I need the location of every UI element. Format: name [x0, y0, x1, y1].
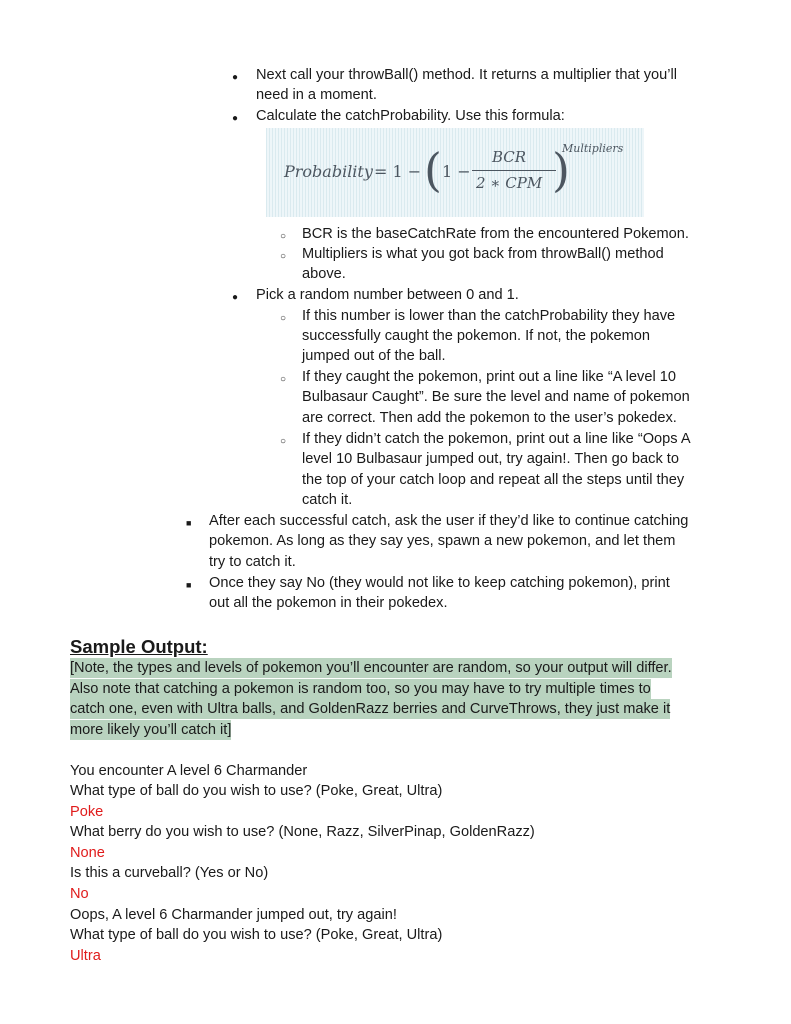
user-input-line: None: [70, 845, 105, 861]
bullet-disc: [232, 285, 238, 308]
list-item-text: pokemon. As long as they say yes, spawn a new pokemon, and let them: [209, 533, 676, 549]
note-text: [Note, the types and levels of pokemon you’ll encounter are random, so your output will differ.: [70, 660, 672, 676]
list-item-text: catch it.: [302, 492, 353, 508]
list-item-text: Once they say No (they would not like to keep catching pokemon), print: [209, 575, 670, 591]
user-input-line: No: [70, 886, 89, 902]
list-item-text: above.: [302, 266, 346, 282]
bullet-circle: [280, 244, 286, 267]
bullet-square: [186, 573, 191, 595]
bullet-square: [186, 511, 191, 533]
user-input-line: Ultra: [70, 948, 101, 964]
output-line: You encounter A level 6 Charmander: [70, 763, 308, 779]
bullet-circle: [280, 306, 286, 329]
list-item-text: need in a moment.: [256, 87, 377, 103]
bullet-circle: [280, 367, 286, 390]
list-item-text: BCR is the baseCatchRate from the encountered Pokemon.: [302, 226, 689, 242]
note-text: more likely you’ll catch it]: [70, 722, 232, 738]
formula-numerator: BCR: [492, 148, 527, 166]
note-text: catch one, even with Ultra balls, and GoldenRazz berries and CurveThrows, they just make it: [70, 701, 671, 717]
formula-eq-one: = 1 −: [374, 162, 422, 181]
formula-exponent: Multipliers: [562, 142, 624, 155]
list-item-text: Next call your throwBall() method. It returns a multiplier that you’ll: [256, 67, 677, 83]
list-item-text: try to catch it.: [209, 554, 296, 570]
list-item-text: successfully caught the pokemon. If not, the pokemon: [302, 328, 651, 344]
list-item-text: If they didn’t catch the pokemon, print out a line like “Oops A: [302, 431, 691, 447]
output-line: What type of ball do you wish to use? (Poke, Great, Ultra): [70, 783, 443, 799]
list-item-text: Pick a random number between 0 and 1.: [256, 287, 519, 303]
user-input-line: Poke: [70, 804, 104, 820]
list-item-text: the top of your catch loop and repeat all the steps until they: [302, 472, 685, 488]
list-item-text: After each successful catch, ask the user if they’d like to continue catching: [209, 513, 689, 529]
list-item-text: Multipliers is what you got back from throwBall() method: [302, 246, 664, 262]
note-text: Also note that catching a pokemon is random too, so you may have to try multiple times to: [70, 681, 651, 697]
probability-formula: [266, 128, 644, 217]
list-item-text: jumped out of the ball.: [302, 348, 446, 364]
formula-inner-one: 1 −: [442, 162, 471, 181]
bullet-circle: [280, 429, 286, 452]
formula-right-paren: ): [552, 143, 570, 197]
list-item-text: If they caught the pokemon, print out a line like “A level 10: [302, 369, 676, 385]
list-item-text: level 10 Bulbasaur jumped out, try again!. Then go back to: [302, 451, 679, 467]
list-item-text: are correct. Then add the pokemon to the user’s pokedex.: [302, 410, 677, 426]
output-line: Is this a curveball? (Yes or No): [70, 865, 269, 881]
fraction-bar: [472, 170, 556, 171]
list-item-text: Calculate the catchProbability. Use this formula:: [256, 108, 565, 124]
output-line: What berry do you wish to use? (None, Razz, SilverPinap, GoldenRazz): [70, 824, 535, 840]
formula-left-paren: (: [424, 143, 442, 197]
list-item-text: Bulbasaur Caught”. Be sure the level and name of pokemon: [302, 389, 690, 405]
sample-output-heading: Sample Output:: [70, 636, 208, 657]
bullet-disc: [232, 106, 238, 129]
formula-denominator: 2 ∗ CPM: [476, 174, 543, 192]
bullet-disc: [232, 65, 238, 88]
list-item-text: out all the pokemon in their pokedex.: [209, 595, 448, 611]
output-line: Oops, A level 6 Charmander jumped out, try again!: [70, 907, 397, 923]
output-line: What type of ball do you wish to use? (Poke, Great, Ultra): [70, 927, 443, 943]
list-item-text: If this number is lower than the catchProbability they have: [302, 308, 676, 324]
formula-lhs: Probability: [284, 162, 373, 181]
